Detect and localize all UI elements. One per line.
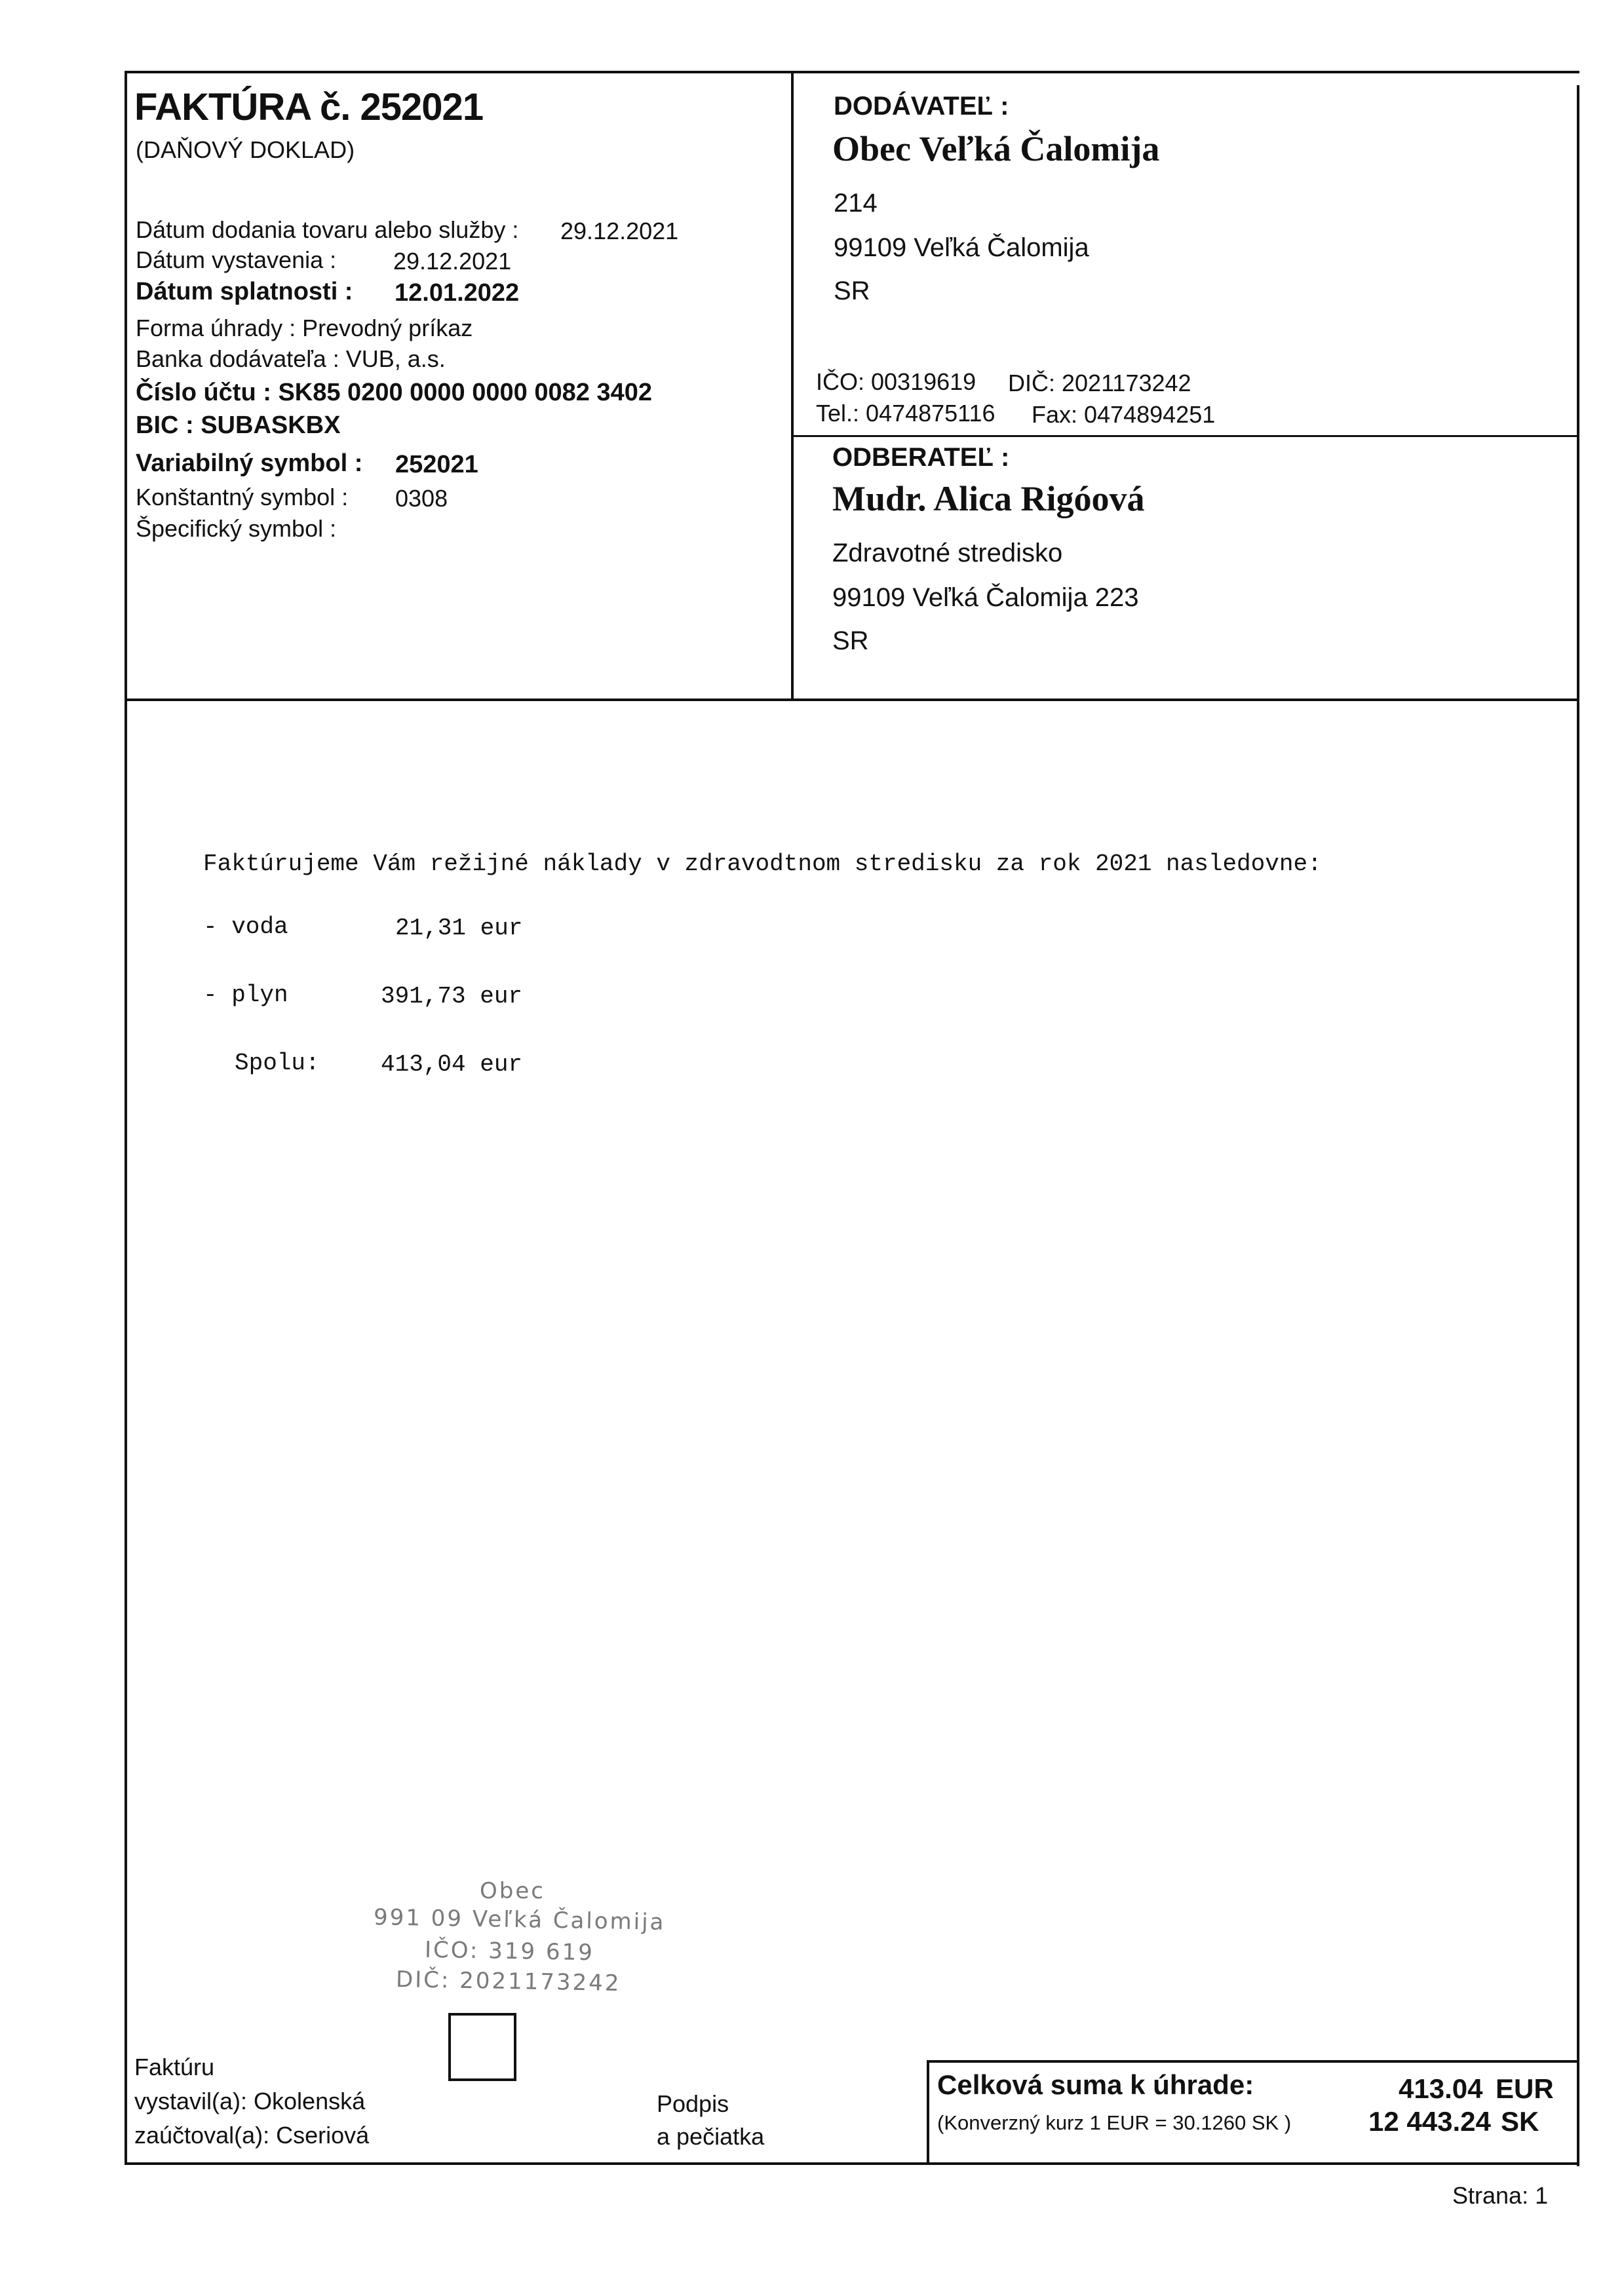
due-date-value: 12.01.2022 bbox=[395, 279, 520, 307]
customer-name: Mudr. Alica Rigóová bbox=[832, 479, 1145, 518]
variable-symbol-label: Variabilný symbol : bbox=[136, 450, 363, 477]
signature-label-line1: Podpis bbox=[657, 2090, 729, 2117]
conversion-rate: (Konverzný kurz 1 EUR = 30.1260 SK ) bbox=[937, 2111, 1292, 2134]
item-gas-amount: 391,73 eur bbox=[381, 983, 523, 1010]
page-number: Strana: 1 bbox=[1452, 2182, 1549, 2209]
specific-symbol-label: Špecifický symbol : bbox=[136, 515, 337, 542]
supplier-ico: IČO: 00319619 bbox=[816, 368, 976, 395]
supplier-customer-divider bbox=[791, 435, 1577, 437]
accounted-by: zaúčtoval(a): Cseriová bbox=[134, 2122, 370, 2149]
signature-label-line2: a pečiatka bbox=[657, 2123, 765, 2150]
header-vertical-divider bbox=[791, 72, 794, 701]
invoice-title: FAKTÚRA č. 252021 bbox=[134, 86, 484, 128]
stamp-line2: 991 09 Veľká Čalomija bbox=[373, 1904, 666, 1936]
body-total-label: Spolu: bbox=[235, 1050, 320, 1077]
total-eur-value: 413.04 bbox=[1399, 2073, 1483, 2104]
customer-city: 99109 Veľká Čalomija 223 bbox=[832, 583, 1139, 612]
supplier-bank: Banka dodávateľa : VUB, a.s. bbox=[136, 345, 446, 372]
supplier-country: SR bbox=[834, 277, 870, 305]
total-eur-currency: EUR bbox=[1496, 2073, 1554, 2104]
supplier-phone: Tel.: 0474875116 bbox=[816, 400, 996, 427]
due-date-label: Dátum splatnosti : bbox=[136, 278, 353, 305]
frame-left bbox=[125, 71, 127, 2165]
supplier-street: 214 bbox=[834, 189, 878, 218]
item-water-amount: 21,31 eur bbox=[395, 915, 523, 942]
total-box-left bbox=[927, 2060, 929, 2164]
invoice-intro: Faktúrujeme Vám režijné náklady v zdravodtnom stredisku za rok 2021 nasledovne: bbox=[203, 851, 1322, 877]
issue-date-label: Dátum vystavenia : bbox=[136, 246, 337, 273]
issue-date-value: 29.12.2021 bbox=[393, 248, 512, 275]
issued-by-line2: vystavil(a): Okolenská bbox=[134, 2088, 366, 2114]
supplier-city: 99109 Veľká Čalomija bbox=[834, 233, 1089, 262]
invoice-subtitle: (DAŇOVÝ DOKLAD) bbox=[136, 136, 355, 163]
variable-symbol-value: 252021 bbox=[395, 451, 478, 478]
stamp-line1: Obec bbox=[480, 1878, 545, 1904]
frame-top bbox=[125, 71, 1579, 73]
payment-method: Forma úhrady : Prevodný príkaz bbox=[136, 315, 473, 341]
total-sk-value: 12 443.24 bbox=[1368, 2106, 1491, 2137]
header-bottom-rule bbox=[125, 698, 1579, 701]
supplier-fax: Fax: 0474894251 bbox=[1032, 401, 1216, 428]
stamp-box bbox=[448, 2013, 516, 2081]
supplier-heading: DODÁVATEĽ : bbox=[834, 92, 1009, 121]
delivery-date-label: Dátum dodania tovaru alebo služby : bbox=[136, 216, 519, 243]
customer-line1: Zdravotné stredisko bbox=[832, 539, 1063, 567]
total-box-top bbox=[927, 2060, 1578, 2063]
stamp-line4: DIČ: 2021173242 bbox=[395, 1966, 621, 1997]
supplier-name: Obec Veľká Čalomija bbox=[832, 129, 1160, 168]
body-total-amount: 413,04 eur bbox=[381, 1051, 523, 1078]
total-due-heading: Celková suma k úhrade: bbox=[937, 2069, 1254, 2100]
supplier-dic: DIČ: 2021173242 bbox=[1008, 370, 1191, 396]
delivery-date-value: 29.12.2021 bbox=[560, 218, 679, 244]
frame-right bbox=[1577, 85, 1579, 2166]
customer-heading: ODBERATEĽ : bbox=[832, 443, 1010, 472]
issued-by-line1: Faktúru bbox=[134, 2054, 215, 2080]
frame-bottom bbox=[125, 2162, 1579, 2165]
stamp-line3: IČO: 319 619 bbox=[424, 1936, 595, 1966]
customer-country: SR bbox=[832, 626, 869, 655]
item-water-label: - voda bbox=[203, 913, 288, 940]
total-sk-currency: SK bbox=[1501, 2106, 1539, 2137]
bic-code: BIC : SUBASKBX bbox=[136, 411, 341, 439]
constant-symbol-value: 0308 bbox=[395, 485, 448, 512]
constant-symbol-label: Konštantný symbol : bbox=[136, 484, 349, 510]
item-gas-label: - plyn bbox=[203, 982, 288, 1008]
account-number: Číslo účtu : SK85 0200 0000 0000 0082 3402 bbox=[136, 379, 652, 406]
